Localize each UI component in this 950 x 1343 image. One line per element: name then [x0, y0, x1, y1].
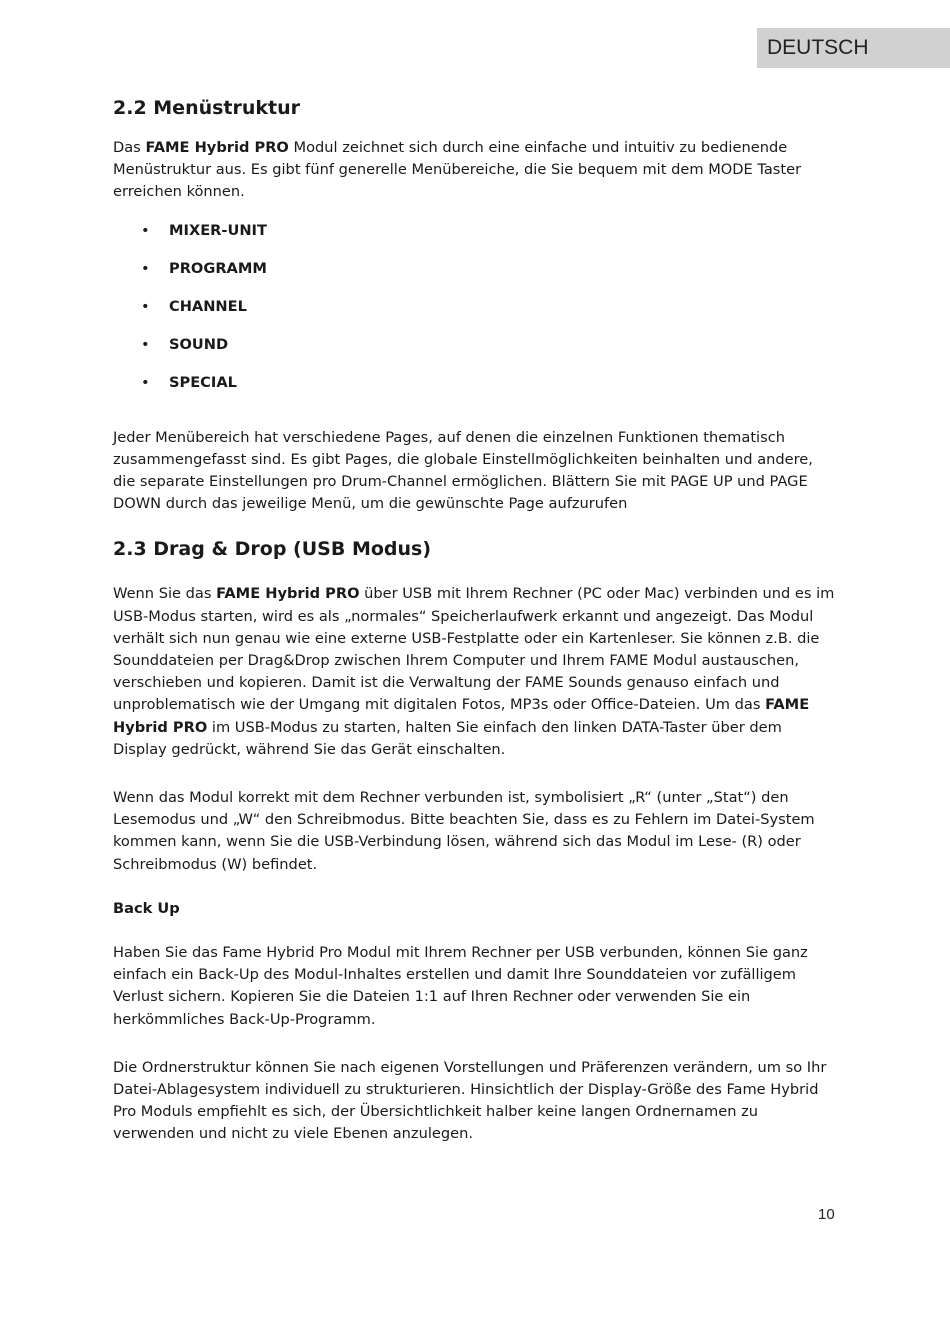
product-name: FAME Hybrid PRO [216, 585, 360, 603]
list-item [113, 372, 838, 410]
document-body [113, 94, 838, 1146]
page-number: 10 [818, 1206, 835, 1223]
list-item [113, 296, 838, 334]
usb-text-1: Wenn Sie das [113, 585, 217, 603]
read-write-paragraph: Wenn das Modul korrekt mit dem Rechner verbunden ist, symbolisiert „R“ (unter „Stat“) den Lesemodus und „W“ den Schreibmodus. Bitte beachten Sie, dass es zu Fehlern im Datei-System kommen kann, wenn Sie die USB-Verbindung lösen, während sich das Modul im Lese- (R) oder Schreibmodus (W) befindet. [113, 788, 815, 873]
intro-paragraph [113, 137, 838, 204]
language-label: DEUTSCH [757, 28, 950, 68]
menu-item-label: SOUND [169, 336, 229, 354]
menu-area-list [113, 220, 838, 411]
usb-text-3: im USB-Modus zu starten, halten Sie einfach den linken DATA-Taster über dem Display gedrückt, während Sie das Gerät einschalten. [113, 718, 782, 758]
menu-item-label: PROGRAMM [169, 259, 267, 277]
usb-text-2: über USB mit Ihrem Rechner (PC oder Mac) verbinden und es im USB-Modus starten, wird es als „normales“ Speicherlaufwerk erkannt und angezeigt. Das Modul verhält sich nun genau wie eine externe USB-Festplatte oder ein Kartenleser. Sie können z.B. die Sounddateien per Drag&Drop zwischen Ihrem Computer und Ihrem FAME Modul austauschen, verschieben und kopieren. Damit ist die Verwaltung der FAME Sounds genauso einfach und unproblematisch wie der Umgang mit digitalen Fotos, MP3s oder Office-Dateien. Um das [113, 585, 835, 714]
intro-text-post: Modul zeichnet sich durch eine einfache und intuitiv zu bedienende Menüstruktur aus. Es gibt fünf generelle Menübereiche, die Sie bequem mit dem MODE Taster erreichen können. [113, 139, 802, 201]
bullet-icon: • [141, 374, 150, 392]
product-name: FAME Hybrid PRO [145, 139, 289, 156]
bullet-icon: • [141, 259, 150, 277]
list-item [113, 258, 838, 296]
section-heading-menustruktur: 2.2 Menüstruktur [113, 97, 301, 119]
intro-text-pre: Das [113, 139, 146, 156]
bullet-icon: • [141, 336, 150, 354]
backup-paragraph: Haben Sie das Fame Hybrid Pro Modul mit Ihrem Rechner per USB verbunden, können Sie ganz einfach ein Back-Up des Modul-Inhaltes erstellen und damit Ihre Sounddateien vor zufälligem Verlust sichern. Kopieren Sie die Dateien 1:1 auf Ihren Rechner oder verwenden Sie ein herkömmliches Back-Up-Programm. [113, 944, 808, 1028]
list-item [113, 334, 838, 372]
menu-item-label: MIXER-UNIT [169, 221, 267, 239]
menu-item-label: SPECIAL [169, 374, 237, 392]
folder-structure-paragraph: Die Ordnerstruktur können Sie nach eigenen Vorstellungen und Präferenzen verändern, um so Ihr Datei-Ablagesystem individuell zu strukturieren. Hinsichtlich der Display-Größe des Fame Hybrid Pro Moduls empfiehlt es sich, der Übersichtlichkeit halber keine langen Ordnernamen zu verwenden und nicht zu viele Ebenen anzulegen. [113, 1058, 827, 1143]
menu-item-label: CHANNEL [169, 297, 247, 315]
pages-paragraph: Jeder Menübereich hat verschiedene Pages, auf denen die einzelnen Funktionen thematisch zusammengefasst sind. Es gibt Pages, die globale Einstellmöglichkeiten beinhalten und andere, die separate Einstellungen pro Drum-Channel ermöglichen. Blättern Sie mit PAGE UP und PAGE DOWN durch das jeweilige Menü, um die gewünschte Page aufzurufen [113, 428, 813, 513]
section-heading-drag-drop: 2.3 Drag & Drop (USB Modus) [113, 538, 432, 561]
list-item [113, 220, 838, 258]
usb-paragraph [113, 583, 838, 761]
product-name: FAME Hybrid PRO [113, 696, 810, 736]
bullet-icon: • [141, 221, 150, 239]
backup-heading: Back Up [113, 899, 180, 917]
bullet-icon: • [141, 297, 150, 315]
